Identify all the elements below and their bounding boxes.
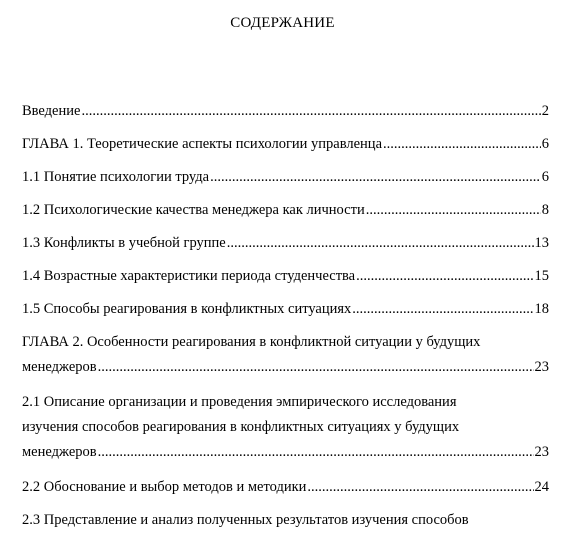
toc-entry-title: менеджеров	[22, 444, 97, 460]
toc-line	[22, 165, 549, 190]
toc-leader-dots	[383, 132, 541, 157]
toc-page-number: 18	[534, 301, 549, 317]
toc-entry-title-line: ГЛАВА 2. Особенности реагирования в конфликтной ситуации у будущих	[22, 334, 481, 350]
toc-entry-title: 1.1 Понятие психологии труда	[22, 169, 210, 185]
toc-entry-title-line: 2.3 Представление и анализ полученных результатов изучения способов	[22, 512, 469, 528]
toc-page-number: 6	[541, 136, 549, 152]
toc-page-number: 15	[534, 268, 549, 284]
toc-leader-dots	[98, 440, 534, 465]
toc-entry-title: 1.3 Конфликты в учебной группе	[22, 235, 226, 251]
toc-page-number: 13	[534, 235, 549, 251]
toc-entry-1-1[interactable]	[22, 165, 549, 190]
document-title: СОДЕРЖАНИЕ	[230, 15, 335, 31]
toc-line	[22, 264, 549, 289]
toc-entry-title: Введение	[22, 103, 81, 119]
toc-entry-title: менеджеров	[22, 359, 97, 375]
toc-line	[22, 475, 549, 500]
toc-entry-title: 1.5 Способы реагирования в конфликтных ситуациях	[22, 301, 352, 317]
toc-entry-title-line: 2.1 Описание организации и проведения эмпирического исследования	[22, 394, 457, 410]
toc-entry-1-2[interactable]	[22, 198, 549, 223]
toc-entry-chapter-1[interactable]	[22, 132, 549, 157]
toc-entry-introduction[interactable]	[22, 99, 549, 124]
toc-page-number: 23	[534, 359, 549, 375]
toc-entry-2-1[interactable]	[22, 390, 549, 465]
toc-leader-dots	[356, 264, 533, 289]
toc-page-number: 6	[541, 169, 549, 185]
toc-entry-title: 2.2 Обоснование и выбор методов и методики	[22, 479, 307, 495]
toc-page-number: 2	[541, 103, 549, 119]
toc-line	[22, 440, 549, 465]
toc-entry-chapter-2[interactable]	[22, 330, 549, 380]
toc-entry-2-3[interactable]	[22, 508, 549, 533]
toc-leader-dots	[227, 231, 534, 256]
toc-line	[22, 297, 549, 322]
toc-leader-dots	[98, 355, 534, 380]
toc-leader-dots	[352, 297, 533, 322]
toc-entry-1-4[interactable]	[22, 264, 549, 289]
toc-entry-title-line: изучения способов реагирования в конфликтных ситуациях у будущих	[22, 419, 460, 435]
toc-line	[22, 132, 549, 157]
toc-leader-dots	[307, 475, 533, 500]
toc-leader-dots	[210, 165, 541, 190]
toc-line	[22, 355, 549, 380]
toc-leader-dots	[366, 198, 541, 223]
toc-entry-1-3[interactable]	[22, 231, 549, 256]
toc-line	[22, 231, 549, 256]
toc-entry-1-5[interactable]	[22, 297, 549, 322]
toc-page-number: 23	[534, 444, 549, 460]
toc-leader-dots	[81, 99, 540, 124]
toc-page-number: 8	[541, 202, 549, 218]
toc-entry-2-2[interactable]	[22, 475, 549, 500]
table-of-contents	[22, 99, 549, 541]
toc-line	[22, 198, 549, 223]
toc-entry-title: ГЛАВА 1. Теоретические аспекты психологии управленца	[22, 136, 383, 152]
toc-line	[22, 99, 549, 124]
toc-entry-title: 1.2 Психологические качества менеджера как личности	[22, 202, 365, 218]
toc-entry-title: 1.4 Возрастные характеристики периода студенчества	[22, 268, 356, 284]
toc-page-number: 24	[534, 479, 549, 495]
